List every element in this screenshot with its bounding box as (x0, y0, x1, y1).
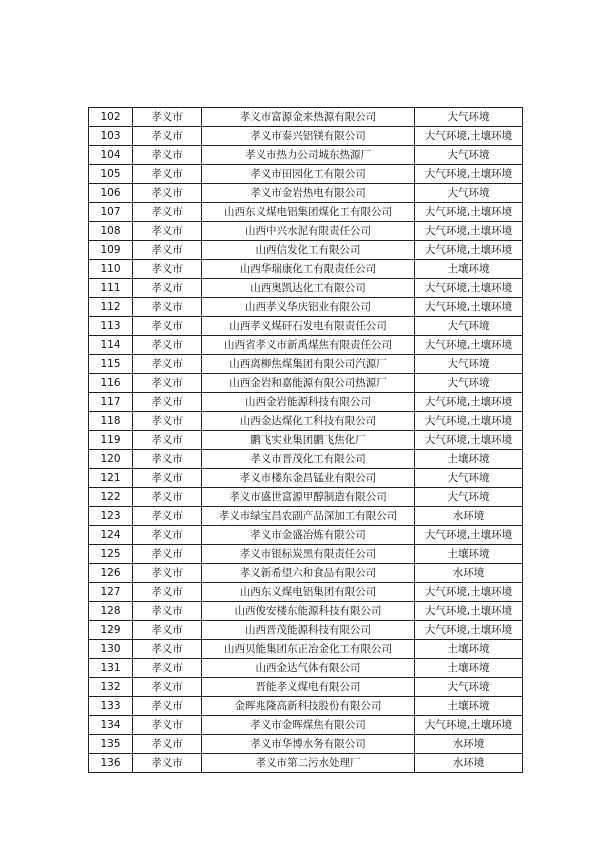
table-row (89, 412, 523, 431)
row-number: 122 (89, 488, 133, 507)
row-environment-type: 大气环境,土壤环境 (415, 203, 523, 222)
row-environment-type: 大气环境,土壤环境 (415, 298, 523, 317)
row-number: 109 (89, 241, 133, 260)
row-company-name: 孝义市富源金来热源有限公司 (202, 108, 415, 127)
row-environment-type: 水环境 (415, 507, 523, 526)
row-city: 孝义市 (133, 469, 202, 488)
table-row (89, 336, 523, 355)
row-environment-type: 大气环境,土壤环境 (415, 431, 523, 450)
row-company-name: 山西孝义煤矸石发电有限责任公司 (202, 317, 415, 336)
row-company-name: 山西信发化工有限公司 (202, 241, 415, 260)
row-number: 116 (89, 374, 133, 393)
row-number: 130 (89, 640, 133, 659)
row-company-name: 孝义市田园化工有限公司 (202, 165, 415, 184)
row-city: 孝义市 (133, 108, 202, 127)
table-row (89, 735, 523, 754)
row-environment-type: 大气环境,土壤环境 (415, 583, 523, 602)
row-city: 孝义市 (133, 184, 202, 203)
table-row (89, 355, 523, 374)
row-environment-type: 大气环境,土壤环境 (415, 127, 523, 146)
row-company-name: 孝义市金盛冶炼有限公司 (202, 526, 415, 545)
row-environment-type: 土壤环境 (415, 450, 523, 469)
row-city: 孝义市 (133, 165, 202, 184)
row-city: 孝义市 (133, 146, 202, 165)
row-company-name: 孝义市热力公司城东热源厂 (202, 146, 415, 165)
row-environment-type: 土壤环境 (415, 640, 523, 659)
table-row (89, 564, 523, 583)
row-environment-type: 土壤环境 (415, 545, 523, 564)
table-row (89, 754, 523, 773)
table-row (89, 203, 523, 222)
row-number: 118 (89, 412, 133, 431)
row-environment-type: 大气环境 (415, 469, 523, 488)
row-environment-type: 大气环境,土壤环境 (415, 165, 523, 184)
row-city: 孝义市 (133, 678, 202, 697)
row-environment-type: 水环境 (415, 754, 523, 773)
row-city: 孝义市 (133, 279, 202, 298)
row-number: 110 (89, 260, 133, 279)
row-number: 102 (89, 108, 133, 127)
table-row (89, 602, 523, 621)
row-environment-type: 大气环境,土壤环境 (415, 526, 523, 545)
row-company-name: 山西金岩能源科技有限公司 (202, 393, 415, 412)
row-environment-type: 大气环境,土壤环境 (415, 621, 523, 640)
table-row (89, 165, 523, 184)
row-number: 134 (89, 716, 133, 735)
row-city: 孝义市 (133, 697, 202, 716)
row-environment-type: 大气环境,土壤环境 (415, 279, 523, 298)
table-row (89, 317, 523, 336)
row-city: 孝义市 (133, 735, 202, 754)
row-environment-type: 大气环境,土壤环境 (415, 222, 523, 241)
table-row (89, 260, 523, 279)
row-environment-type: 大气环境 (415, 374, 523, 393)
table-row (89, 488, 523, 507)
row-company-name: 山西省孝义市新禹煤焦有限责任公司 (202, 336, 415, 355)
row-city: 孝义市 (133, 260, 202, 279)
row-environment-type: 大气环境 (415, 146, 523, 165)
table-row (89, 184, 523, 203)
row-environment-type: 大气环境,土壤环境 (415, 393, 523, 412)
row-environment-type: 大气环境,土壤环境 (415, 716, 523, 735)
row-city: 孝义市 (133, 583, 202, 602)
row-city: 孝义市 (133, 222, 202, 241)
enterprise-table (88, 107, 523, 773)
row-company-name: 孝义新希望六和食品有限公司 (202, 564, 415, 583)
row-number: 105 (89, 165, 133, 184)
row-environment-type: 大气环境 (415, 317, 523, 336)
table-row (89, 640, 523, 659)
row-city: 孝义市 (133, 412, 202, 431)
table-row (89, 450, 523, 469)
row-number: 136 (89, 754, 133, 773)
row-number: 114 (89, 336, 133, 355)
row-company-name: 山西金达气体有限公司 (202, 659, 415, 678)
row-city: 孝义市 (133, 127, 202, 146)
table-row (89, 526, 523, 545)
row-number: 135 (89, 735, 133, 754)
row-environment-type: 大气环境,土壤环境 (415, 412, 523, 431)
row-environment-type: 大气环境 (415, 678, 523, 697)
row-city: 孝义市 (133, 393, 202, 412)
row-number: 103 (89, 127, 133, 146)
row-company-name: 鹏飞实业集团鹏飞焦化厂 (202, 431, 415, 450)
row-city: 孝义市 (133, 336, 202, 355)
row-company-name: 山西晋茂能源科技有限公司 (202, 621, 415, 640)
row-company-name: 山西离柳焦煤集团有限公司汽源厂 (202, 355, 415, 374)
table-row (89, 545, 523, 564)
row-number: 121 (89, 469, 133, 488)
row-company-name: 晋能孝义煤电有限公司 (202, 678, 415, 697)
row-company-name: 孝义市楼东金昌锰业有限公司 (202, 469, 415, 488)
row-city: 孝义市 (133, 716, 202, 735)
row-company-name: 山西华瑞康化工有限责任公司 (202, 260, 415, 279)
row-city: 孝义市 (133, 545, 202, 564)
row-environment-type: 大气环境 (415, 488, 523, 507)
table-row (89, 127, 523, 146)
table-row (89, 298, 523, 317)
row-company-name: 山西中兴水泥有限责任公司 (202, 222, 415, 241)
table-row (89, 393, 523, 412)
row-city: 孝义市 (133, 602, 202, 621)
row-company-name: 山西奥凯达化工有限公司 (202, 279, 415, 298)
row-number: 125 (89, 545, 133, 564)
table-body (89, 108, 523, 773)
row-number: 107 (89, 203, 133, 222)
row-company-name: 孝义市金岩热电有限公司 (202, 184, 415, 203)
row-environment-type: 大气环境,土壤环境 (415, 241, 523, 260)
row-environment-type: 大气环境 (415, 355, 523, 374)
table-row (89, 374, 523, 393)
row-city: 孝义市 (133, 298, 202, 317)
row-city: 孝义市 (133, 431, 202, 450)
row-number: 113 (89, 317, 133, 336)
row-city: 孝义市 (133, 621, 202, 640)
row-number: 120 (89, 450, 133, 469)
row-city: 孝义市 (133, 640, 202, 659)
table-row (89, 507, 523, 526)
table-row (89, 108, 523, 127)
row-number: 119 (89, 431, 133, 450)
row-environment-type: 大气环境 (415, 184, 523, 203)
row-environment-type: 土壤环境 (415, 260, 523, 279)
row-company-name: 孝义市盛世富源甲醇制造有限公司 (202, 488, 415, 507)
row-city: 孝义市 (133, 450, 202, 469)
row-company-name: 孝义市第二污水处理厂 (202, 754, 415, 773)
row-number: 104 (89, 146, 133, 165)
row-company-name: 山西金岩和嘉能源有限公司热源厂 (202, 374, 415, 393)
row-city: 孝义市 (133, 526, 202, 545)
row-number: 106 (89, 184, 133, 203)
row-number: 132 (89, 678, 133, 697)
table-row (89, 241, 523, 260)
table-row (89, 279, 523, 298)
row-number: 128 (89, 602, 133, 621)
row-number: 129 (89, 621, 133, 640)
row-company-name: 山西东义煤电铝集团煤化工有限公司 (202, 203, 415, 222)
row-city: 孝义市 (133, 754, 202, 773)
row-company-name: 孝义市银标炭黑有限责任公司 (202, 545, 415, 564)
row-city: 孝义市 (133, 355, 202, 374)
table-row (89, 678, 523, 697)
row-city: 孝义市 (133, 241, 202, 260)
table-row (89, 659, 523, 678)
row-company-name: 孝义市华博水务有限公司 (202, 735, 415, 754)
table-row (89, 222, 523, 241)
row-number: 131 (89, 659, 133, 678)
row-environment-type: 土壤环境 (415, 659, 523, 678)
row-city: 孝义市 (133, 507, 202, 526)
row-company-name: 山西贝能集团东正冶金化工有限公司 (202, 640, 415, 659)
row-company-name: 孝义市绿宝昌农副产品深加工有限公司 (202, 507, 415, 526)
row-city: 孝义市 (133, 374, 202, 393)
row-company-name: 山西金达煤化工科技有限公司 (202, 412, 415, 431)
row-number: 126 (89, 564, 133, 583)
row-number: 108 (89, 222, 133, 241)
table-row (89, 146, 523, 165)
table-row (89, 469, 523, 488)
table-row (89, 583, 523, 602)
table-row (89, 697, 523, 716)
row-number: 112 (89, 298, 133, 317)
row-company-name: 山西俊安楼东能源科技有限公司 (202, 602, 415, 621)
row-company-name: 金晖兆隆高新科技股份有限公司 (202, 697, 415, 716)
row-company-name: 孝义市晋茂化工有限公司 (202, 450, 415, 469)
row-number: 117 (89, 393, 133, 412)
row-city: 孝义市 (133, 659, 202, 678)
row-number: 115 (89, 355, 133, 374)
row-company-name: 山西东义煤电铝集团有限公司 (202, 583, 415, 602)
row-environment-type: 水环境 (415, 735, 523, 754)
row-number: 124 (89, 526, 133, 545)
row-company-name: 山西孝义华庆铝业有限公司 (202, 298, 415, 317)
row-environment-type: 土壤环境 (415, 697, 523, 716)
table-row (89, 716, 523, 735)
row-number: 111 (89, 279, 133, 298)
row-environment-type: 大气环境,土壤环境 (415, 336, 523, 355)
row-city: 孝义市 (133, 564, 202, 583)
row-company-name: 孝义市金晖煤焦有限公司 (202, 716, 415, 735)
row-environment-type: 大气环境,土壤环境 (415, 602, 523, 621)
row-number: 127 (89, 583, 133, 602)
table-row (89, 621, 523, 640)
row-number: 133 (89, 697, 133, 716)
row-environment-type: 大气环境 (415, 108, 523, 127)
row-company-name: 孝义市泰兴铝镁有限公司 (202, 127, 415, 146)
row-city: 孝义市 (133, 488, 202, 507)
row-city: 孝义市 (133, 203, 202, 222)
row-environment-type: 水环境 (415, 564, 523, 583)
table-row (89, 431, 523, 450)
row-number: 123 (89, 507, 133, 526)
row-city: 孝义市 (133, 317, 202, 336)
